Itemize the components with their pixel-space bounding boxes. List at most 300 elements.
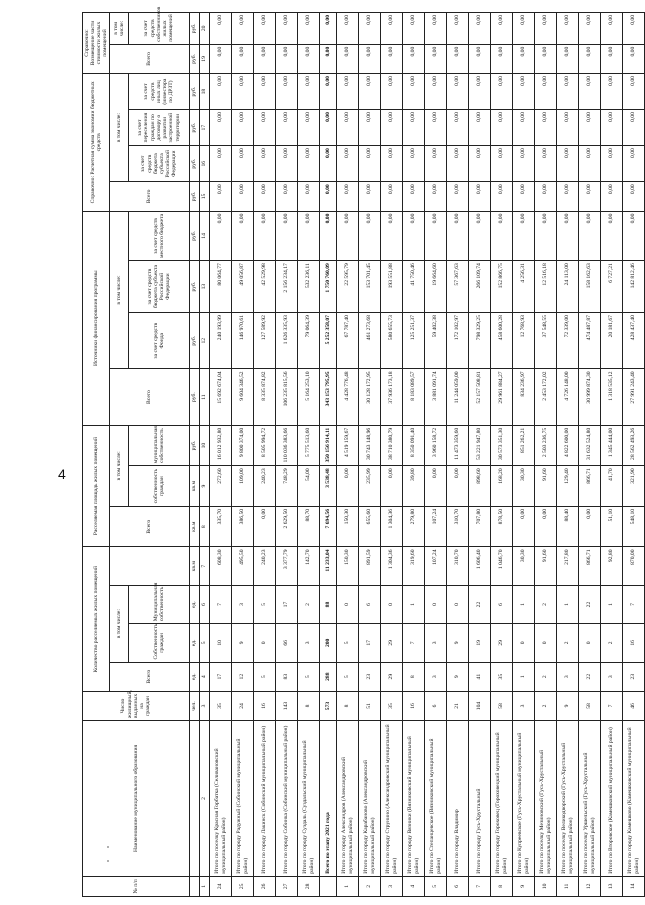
row-value-cell: 4 519 159,67 xyxy=(337,425,359,466)
row-value-cell: 870,00 xyxy=(623,547,645,585)
row-value-cell: 0,00 xyxy=(337,13,359,45)
row-value-cell: 0,00 xyxy=(491,146,513,182)
row-value-cell: 83 xyxy=(276,662,298,691)
column-index-cell: 18 xyxy=(200,74,210,110)
row-value-cell: 15 692 674,04 xyxy=(210,369,232,425)
row-value-cell: 321,90 xyxy=(623,466,645,507)
row-number: 6 xyxy=(447,876,469,896)
row-value-cell: 4 256,31 xyxy=(513,261,535,313)
row-value-cell: 0,00 xyxy=(601,211,623,261)
row-number: 26 xyxy=(254,876,276,896)
row-number: 14 xyxy=(623,876,645,896)
row-value-cell: 0,00 xyxy=(623,74,645,110)
row-value-cell: 0,00 xyxy=(623,182,645,211)
row-value-cell: 29 xyxy=(491,624,513,662)
row-value-cell: 0,00 xyxy=(210,44,232,73)
row-mo-name: Итого по городу Суздаль (Суздальский муниципальный район) xyxy=(298,721,320,877)
row-value-cell: 0,00 xyxy=(381,13,403,45)
row-value-cell: 5 775 513,60 xyxy=(298,425,320,466)
row-value-cell: 110 036 383,66 xyxy=(276,425,298,466)
row-value-cell: 0,00 xyxy=(579,506,601,547)
row-value-cell: 8 183 089,57 xyxy=(403,369,425,425)
row-value-cell: 573 xyxy=(320,691,337,720)
row-value-cell: 0,00 xyxy=(298,146,320,182)
row-value-cell: 0,00 xyxy=(557,44,579,73)
row-value-cell: 58 xyxy=(491,691,513,720)
row-value-cell: 0,00 xyxy=(425,182,447,211)
row-value-cell: 0,00 xyxy=(425,466,447,507)
row-value-cell: 30 999 874,30 xyxy=(579,369,601,425)
row-value-cell: 495,50 xyxy=(232,547,254,585)
row-value-cell: 59 402,38 xyxy=(425,313,447,369)
row-value-cell: 9 xyxy=(557,691,579,720)
row-value-cell: 1 345 444,00 xyxy=(601,425,623,466)
column-index-cell: 6 xyxy=(200,585,210,623)
row-value-cell: 0,00 xyxy=(276,211,298,261)
row-value-cell: 0,00 xyxy=(359,146,381,182)
row-value-cell: 8 350 091,40 xyxy=(403,425,425,466)
row-value-cell: 0,00 xyxy=(447,13,469,45)
row-value-cell: 3 377,79 xyxy=(276,547,298,585)
row-value-cell: 79 064,39 xyxy=(298,313,320,369)
row-value-cell: 0,00 xyxy=(276,13,298,45)
row-value-cell: 57 367,63 xyxy=(447,261,469,313)
row-value-cell: 7 694,56 xyxy=(320,506,337,547)
row-value-cell: 310,70 xyxy=(447,506,469,547)
row-value-cell: 272,60 xyxy=(210,466,232,507)
row-value-cell: 0,00 xyxy=(403,182,425,211)
row-value-cell: 38 710 380,79 xyxy=(381,425,403,466)
unit-cell: ед. xyxy=(190,585,200,623)
row-value-cell: 88,70 xyxy=(298,506,320,547)
units-row xyxy=(190,13,200,897)
row-value-cell: 0,00 xyxy=(513,146,535,182)
row-value-cell: 1 xyxy=(513,585,535,623)
unit-cell: руб. xyxy=(190,146,200,182)
row-value-cell: 0,00 xyxy=(513,74,535,110)
unit-cell: кв.м xyxy=(190,506,200,547)
row-value-cell: 0,00 xyxy=(535,182,557,211)
row-value-cell: 41 750,46 xyxy=(403,261,425,313)
row-value-cell: 9 xyxy=(447,624,469,662)
row-value-cell: 91,60 xyxy=(535,547,557,585)
column-index-cell: 19 xyxy=(200,44,210,73)
row-value-cell: 172 102,97 xyxy=(447,313,469,369)
row-value-cell: 200 xyxy=(320,624,337,662)
row-value-cell: 22 595,79 xyxy=(337,261,359,313)
header-ref1-a: за счет средств бюджета субъекта Российской Федерации xyxy=(129,146,190,182)
row-value-cell: 42 529,98 xyxy=(254,261,276,313)
row-value-cell: 152 866,75 xyxy=(491,261,513,313)
table-row xyxy=(381,13,403,897)
row-value-cell: 0,00 xyxy=(210,13,232,45)
row-value-cell: 0,00 xyxy=(447,44,469,73)
row-value-cell: 8 xyxy=(403,662,425,691)
row-value-cell: 0,00 xyxy=(276,110,298,146)
row-value-cell: 0,00 xyxy=(623,110,645,146)
row-value-cell: 2 xyxy=(298,585,320,623)
row-number: 3 xyxy=(381,876,403,896)
row-value-cell: 6 xyxy=(491,585,513,623)
row-mo-name: Итого по городу Камешково (Камешковский муниципальный район) xyxy=(623,721,645,877)
row-value-cell: 0,00 xyxy=(276,146,298,182)
header-own-private: собственность граждан xyxy=(129,466,190,507)
row-value-cell: 12 768,93 xyxy=(513,313,535,369)
row-value-cell: 0,00 xyxy=(381,211,403,261)
row-value-cell: 0,00 xyxy=(491,211,513,261)
table-row xyxy=(359,13,381,897)
row-value-cell: 143 xyxy=(276,691,298,720)
row-value-cell: 0,00 xyxy=(232,146,254,182)
header-financing: Источники финансирования программы xyxy=(83,211,110,425)
row-value-cell: 2 453 172,02 xyxy=(535,369,557,425)
row-value-cell: 0,00 xyxy=(337,110,359,146)
row-mo-name: Итого по поселку Великодворский (Гусь-Хрустальный муниципальный район) xyxy=(557,721,579,877)
row-mo-name: Итого по поселку Мезиновский (Гусь-Хрустальный муниципальный район) xyxy=(535,721,557,877)
row-value-cell: 0,00 xyxy=(403,211,425,261)
row-value-cell: 9 xyxy=(232,624,254,662)
row-mo-name: Итого по городу Александров (Александровский муниципальный район) xyxy=(337,721,359,877)
row-value-cell: 142 812,46 xyxy=(623,261,645,313)
row-value-cell: 0,00 xyxy=(557,182,579,211)
row-value-cell: 0,00 xyxy=(513,13,535,45)
row-value-cell: 5 xyxy=(337,662,359,691)
row-value-cell: 2 xyxy=(557,624,579,662)
row-value-cell: 1 xyxy=(513,662,535,691)
row-value-cell: 0,00 xyxy=(210,146,232,182)
row-value-cell: 0,00 xyxy=(557,110,579,146)
unit-cell: руб. xyxy=(190,261,200,313)
row-value-cell: 0,00 xyxy=(359,44,381,73)
row-value-cell: 0,00 xyxy=(381,182,403,211)
row-value-cell: 54,00 xyxy=(298,466,320,507)
unit-cell: кв.м xyxy=(190,547,200,585)
unit-cell: ед. xyxy=(190,662,200,691)
header-notice-count: Число жилищный, выданных на граждан xyxy=(83,691,190,720)
row-value-cell: 0,00 xyxy=(254,74,276,110)
row-value-cell: 0,00 xyxy=(601,13,623,45)
unit-cell: руб. xyxy=(190,13,200,45)
row-value-cell: 0,00 xyxy=(254,211,276,261)
row-value-cell: 0,00 xyxy=(425,44,447,73)
unit-cell: руб. xyxy=(190,313,200,369)
row-value-cell: 0 xyxy=(425,585,447,623)
row-value-cell: 0,00 xyxy=(276,182,298,211)
row-value-cell: 2 629,50 xyxy=(276,506,298,547)
row-value-cell: 53 221 947,80 xyxy=(469,425,491,466)
row-value-cell: 29 xyxy=(381,624,403,662)
unit-cell xyxy=(190,721,200,877)
row-value-cell: 0,00 xyxy=(425,110,447,146)
row-value-cell: 891,59 xyxy=(359,547,381,585)
row-value-cell: 0,00 xyxy=(320,74,337,110)
row-value-cell: 0,00 xyxy=(210,182,232,211)
column-index-cell: 7 xyxy=(200,547,210,585)
row-value-cell: 310,70 xyxy=(447,547,469,585)
row-value-cell: 80 064,77 xyxy=(210,261,232,313)
row-value-cell: 51,10 xyxy=(601,506,623,547)
row-value-cell: 3 960 158,72 xyxy=(425,425,447,466)
row-value-cell: 0,00 xyxy=(579,110,601,146)
row-value-cell: 5 xyxy=(337,624,359,662)
row-value-cell: 0,00 xyxy=(513,182,535,211)
row-value-cell: 0,00 xyxy=(254,506,276,547)
row-value-cell: 1 626 335,93 xyxy=(276,313,298,369)
row-value-cell: 0,00 xyxy=(210,110,232,146)
row-value-cell: 0,00 xyxy=(601,44,623,73)
row-value-cell: 0,00 xyxy=(337,182,359,211)
row-value-cell: 0,00 xyxy=(513,211,535,261)
row-value-cell: 35 xyxy=(381,691,403,720)
row-value-cell: 51 xyxy=(359,691,381,720)
row-value-cell: 66 xyxy=(276,624,298,662)
header-reference-economy: Справочно: Расчетная сумма экономии бюджетных средств xyxy=(83,74,110,212)
row-value-cell: 288 xyxy=(320,662,337,691)
row-value-cell: 27 991 243,40 xyxy=(623,369,645,425)
table-row xyxy=(601,13,623,897)
row-value-cell: 0,00 xyxy=(469,13,491,45)
row-value-cell: 0,00 xyxy=(254,146,276,182)
column-index-row xyxy=(200,13,210,897)
row-number: 10 xyxy=(535,876,557,896)
row-value-cell: 3 xyxy=(513,691,535,720)
row-value-cell: 0,00 xyxy=(557,13,579,45)
row-value-cell: 0,00 xyxy=(381,146,403,182)
row-value-cell: 16 012 932,80 xyxy=(210,425,232,466)
header-incl: в том числе: xyxy=(110,74,129,182)
row-value-cell: 4 822 600,00 xyxy=(557,425,579,466)
row-value-cell: 0,00 xyxy=(403,13,425,45)
row-number: 11 xyxy=(557,876,579,896)
row-value-cell: 146 970,61 xyxy=(232,313,254,369)
header-ref1-b: за счет переселения граждан по договору о развитии застроенной территории xyxy=(129,110,190,146)
row-value-cell: 30,30 xyxy=(513,466,535,507)
row-value-cell: 193 551,88 xyxy=(381,261,403,313)
row-value-cell: 158 162,63 xyxy=(579,261,601,313)
rotated-table-area xyxy=(82,6,640,897)
column-index-cell: 20 xyxy=(200,13,210,45)
row-value-cell: 0,00 xyxy=(601,182,623,211)
row-value-cell: 0,00 xyxy=(320,44,337,73)
column-index-cell: 17 xyxy=(200,110,210,146)
row-value-cell: 23 xyxy=(623,662,645,691)
row-value-cell: 1 xyxy=(403,585,425,623)
row-value-cell: 153 701,45 xyxy=(359,261,381,313)
row-value-cell: 7 xyxy=(403,624,425,662)
unit-cell: руб. xyxy=(190,74,200,110)
row-value-cell: 0,00 xyxy=(359,110,381,146)
row-value-cell: 28 562 493,26 xyxy=(623,425,645,466)
header-incl: в том числе: xyxy=(110,585,129,662)
row-value-cell: 898,60 xyxy=(469,466,491,507)
row-value-cell: 9 800 374,00 xyxy=(232,425,254,466)
row-value-cell: 3 881 091,74 xyxy=(425,369,447,425)
row-value-cell: 127 589,92 xyxy=(254,313,276,369)
row-value-cell: 17 xyxy=(210,662,232,691)
row-value-cell: 0,00 xyxy=(337,466,359,507)
row-value-cell: 0,00 xyxy=(579,13,601,45)
row-mo-name: Итого по городу Гусь-Хрустальный xyxy=(469,721,491,877)
row-value-cell: 474 487,87 xyxy=(579,313,601,369)
row-value-cell: 67 787,40 xyxy=(337,313,359,369)
row-value-cell: 0,00 xyxy=(623,211,645,261)
row-value-cell: 1 318 535,12 xyxy=(601,369,623,425)
row-mo-name: Итого по Второвское (Камешковский муниципальный район) xyxy=(601,721,623,877)
row-value-cell: 5 xyxy=(298,662,320,691)
row-value-cell: 52 157 508,81 xyxy=(469,369,491,425)
row-value-cell: 548,10 xyxy=(623,506,645,547)
row-value-cell: 30,30 xyxy=(513,547,535,585)
table-row xyxy=(557,13,579,897)
row-value-cell: 580 655,73 xyxy=(381,313,403,369)
row-value-cell: 866,71 xyxy=(579,466,601,507)
row-number: 12 xyxy=(579,876,601,896)
row-value-cell: 0,00 xyxy=(381,74,403,110)
row-value-cell: 0,00 xyxy=(254,13,276,45)
row-value-cell: 0,00 xyxy=(623,13,645,45)
row-value-cell: 0,00 xyxy=(298,13,320,45)
row-value-cell: 0,00 xyxy=(298,44,320,73)
header-total: Всего xyxy=(110,44,190,73)
row-value-cell: 0,00 xyxy=(491,74,513,110)
row-value-cell: 9 604 346,52 xyxy=(232,369,254,425)
row-value-cell: 0,00 xyxy=(403,110,425,146)
row-value-cell: 0,00 xyxy=(320,211,337,261)
row-mo-name: Всего по этапу 2021 года xyxy=(320,721,337,877)
row-value-cell: 11 473 359,60 xyxy=(447,425,469,466)
row-value-cell: 35 xyxy=(491,662,513,691)
row-value-cell: 3 xyxy=(425,662,447,691)
header-no: № п/п xyxy=(83,876,190,896)
row-value-cell: 0,00 xyxy=(298,211,320,261)
column-index-cell: 3 xyxy=(200,691,210,720)
header-total: Всего xyxy=(110,506,190,547)
row-value-cell: 30 128 172,95 xyxy=(359,369,381,425)
row-value-cell: 0,00 xyxy=(425,146,447,182)
row-value-cell: 0,00 xyxy=(447,110,469,146)
row-number: 28 xyxy=(298,876,320,896)
row-mo-name: Итого по поселку Уршельский (Гусь-Хрустальный муниципальный район) xyxy=(579,721,601,877)
row-number: 7 xyxy=(469,876,491,896)
row-value-cell: 3 xyxy=(425,624,447,662)
row-value-cell: 6 xyxy=(425,691,447,720)
row-value-cell: 17 xyxy=(276,585,298,623)
row-value-cell: 5 252 358,07 xyxy=(320,313,337,369)
row-value-cell: 0,00 xyxy=(320,146,337,182)
row-value-cell: 0 xyxy=(513,624,535,662)
row-value-cell: 39,80 xyxy=(403,466,425,507)
row-value-cell: 20 181,67 xyxy=(601,313,623,369)
row-value-cell: 3 xyxy=(601,662,623,691)
row-value-cell: 0,00 xyxy=(337,211,359,261)
row-value-cell: 2 xyxy=(601,624,623,662)
row-value-cell: 0,00 xyxy=(579,211,601,261)
row-value-cell: 707,80 xyxy=(469,506,491,547)
row-value-cell: 4 428 776,48 xyxy=(337,369,359,425)
row-value-cell: 106 235 815,56 xyxy=(276,369,298,425)
row-value-cell: 2 xyxy=(535,585,557,623)
row-value-cell: 0,00 xyxy=(425,211,447,261)
row-value-cell: 0,00 xyxy=(381,110,403,146)
row-mo-name: Итого по Купреевское (Гусь-Хрустальный муниципальный район) xyxy=(513,721,535,877)
header-total: Всего xyxy=(110,182,190,211)
column-index-cell: 5 xyxy=(200,624,210,662)
row-value-cell: 5 xyxy=(254,585,276,623)
row-value-cell: 0,00 xyxy=(491,44,513,73)
row-value-cell: 41 xyxy=(469,662,491,691)
row-value-cell: 0,00 xyxy=(579,44,601,73)
row-value-cell: 8 xyxy=(337,691,359,720)
table-row xyxy=(623,13,645,897)
row-value-cell: 7 xyxy=(601,691,623,720)
row-number: 8 xyxy=(491,876,513,896)
column-index-cell: 12 xyxy=(200,313,210,369)
row-value-cell: 0,00 xyxy=(232,182,254,211)
row-value-cell: 0,00 xyxy=(469,146,491,182)
row-value-cell: 0,00 xyxy=(535,44,557,73)
row-value-cell: 0,00 xyxy=(469,110,491,146)
row-value-cell: 24 xyxy=(232,691,254,720)
row-value-cell: 11 244 059,00 xyxy=(447,369,469,425)
row-number: 24 xyxy=(210,876,232,896)
row-value-cell: 319,60 xyxy=(403,547,425,585)
row-value-cell: 0,00 xyxy=(254,44,276,73)
row-value-cell: 0 xyxy=(535,624,557,662)
row-value-cell: 0,00 xyxy=(232,44,254,73)
column-index-cell: 13 xyxy=(200,261,210,313)
row-value-cell: 279,80 xyxy=(403,506,425,547)
row-mo-name: Итого по городу Владимир xyxy=(447,721,469,877)
row-value-cell: 0,00 xyxy=(381,44,403,73)
row-value-cell: 1 xyxy=(601,585,623,623)
row-value-cell: 150,30 xyxy=(337,547,359,585)
unit-cell: чел. xyxy=(190,691,200,720)
row-value-cell: 2 xyxy=(535,691,557,720)
header-settle-area: Расселяемая площадь жилых помещений xyxy=(83,425,110,547)
row-value-cell: 0,00 xyxy=(337,44,359,73)
row-value-cell: 0,00 xyxy=(320,13,337,45)
row-value-cell: 0,00 xyxy=(535,211,557,261)
row-value-cell: 0 xyxy=(579,624,601,662)
unit-cell: кв.м xyxy=(190,466,200,507)
row-value-cell: 0,00 xyxy=(403,44,425,73)
row-value-cell: 428 437,40 xyxy=(623,313,645,369)
row-value-cell: 0,00 xyxy=(298,74,320,110)
row-value-cell: 37 548,55 xyxy=(535,313,557,369)
unit-cell: руб. xyxy=(190,110,200,146)
row-value-cell: 0,00 xyxy=(535,13,557,45)
row-value-cell: 748,29 xyxy=(276,466,298,507)
row-number: 5 xyxy=(425,876,447,896)
column-index-cell: 14 xyxy=(200,211,210,261)
row-value-cell: 12 516,18 xyxy=(535,261,557,313)
column-index-cell: 16 xyxy=(200,146,210,182)
row-value-cell: 0,00 xyxy=(469,74,491,110)
row-value-cell: 0,00 xyxy=(298,110,320,146)
unit-cell: руб. xyxy=(190,369,200,425)
row-mo-name: Итого по городу Лакинск (Собинский муниципальный район) xyxy=(254,721,276,877)
row-value-cell: 17 xyxy=(359,624,381,662)
row-value-cell: 386,50 xyxy=(232,506,254,547)
header-incl: в том числе: xyxy=(110,211,129,369)
row-value-cell: 8 335 874,82 xyxy=(254,369,276,425)
header-ref1-c: за счет средств иных лиц (инвестора по ДРЗТ) xyxy=(129,74,190,110)
header-settle-count: Количество расселяемых жилых помещений xyxy=(83,547,110,691)
row-value-cell: 0,00 xyxy=(513,506,535,547)
table-row xyxy=(491,13,513,897)
header-reference-compensation: Справочно: Возмещение части стоимости жилых помещений xyxy=(83,13,110,74)
row-value-cell: 29 961 884,27 xyxy=(491,369,513,425)
